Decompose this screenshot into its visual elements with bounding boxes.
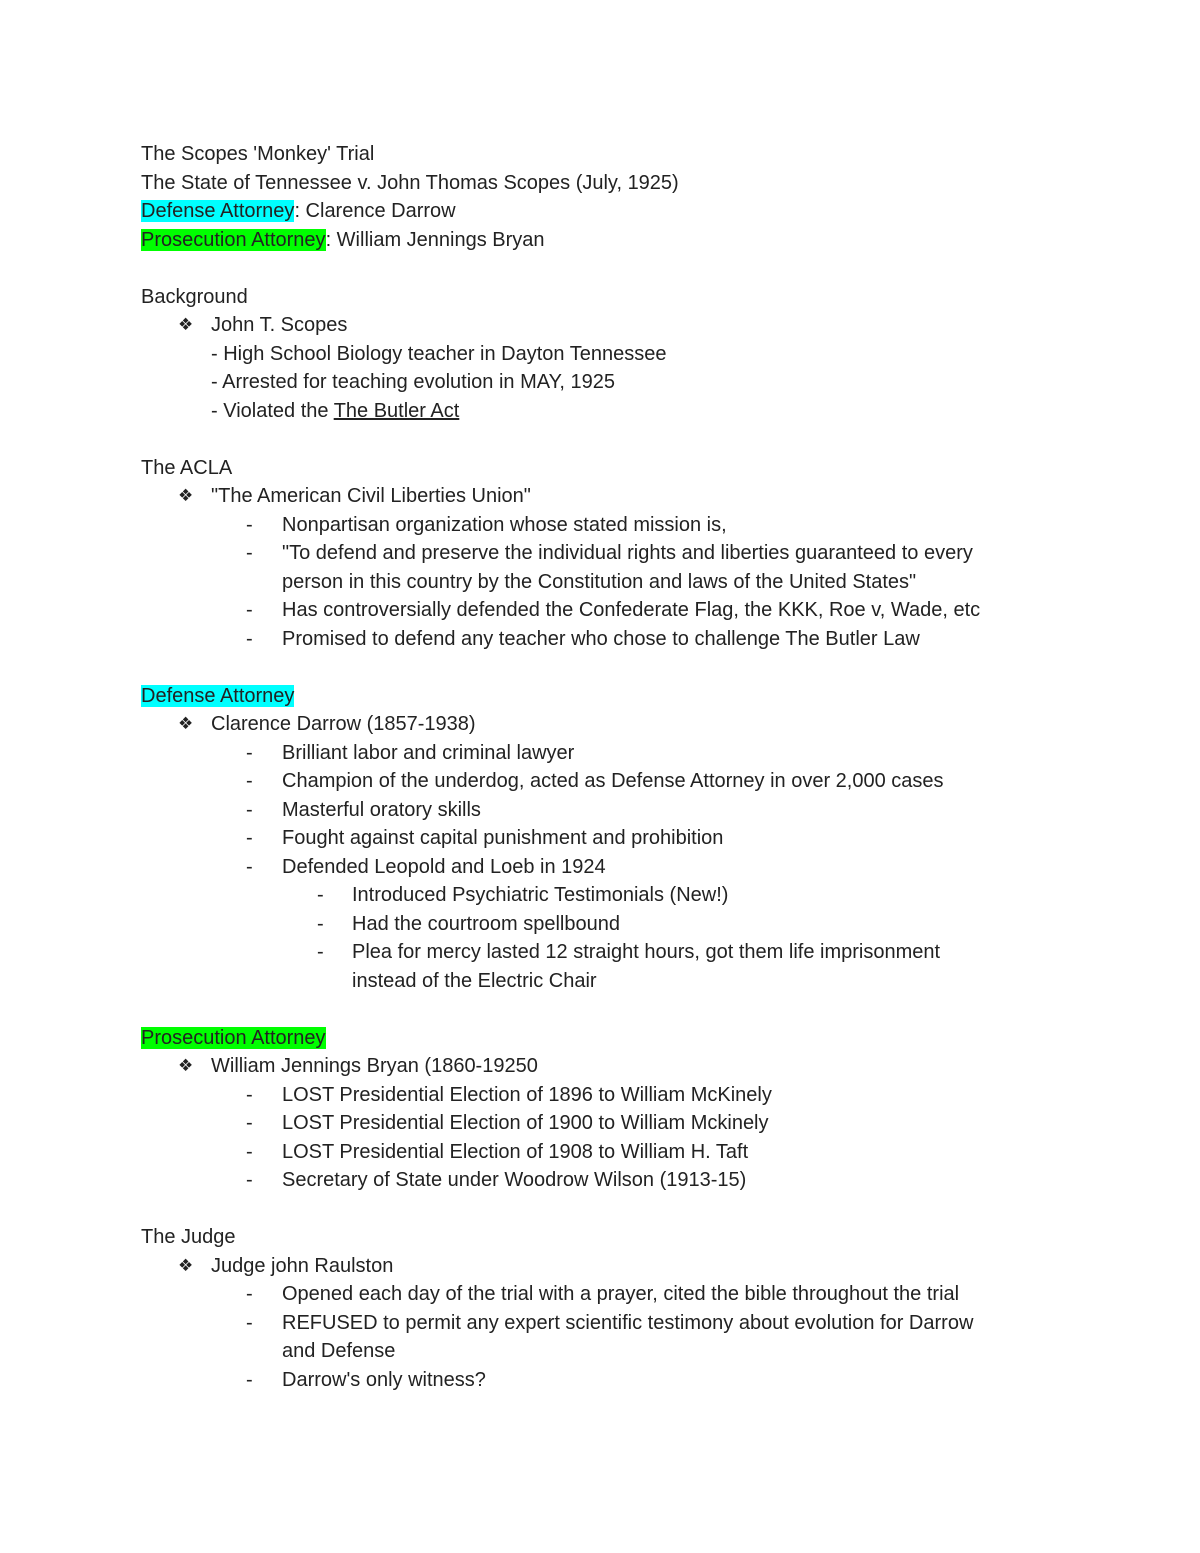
list-item-text: Brilliant labor and criminal lawyer xyxy=(282,741,575,764)
list-item-continuation xyxy=(141,568,1061,597)
diamond-bullet-icon: ❖ xyxy=(178,1255,194,1275)
list-item: - High School Biology teacher in Dayton Tennessee xyxy=(211,342,667,365)
list-item xyxy=(141,767,1061,796)
list-item-text: Opened each day of the trial with a prayer, cited the bible throughout the trial xyxy=(282,1283,960,1305)
list-item-text: Defended Leopold and Loeb in 1924 xyxy=(282,855,606,878)
spacer xyxy=(141,653,1061,682)
dash-bullet-icon: - xyxy=(246,1140,253,1163)
dash-bullet-icon: - xyxy=(246,1112,253,1134)
list-item xyxy=(141,1166,1061,1195)
dash-bullet-icon: - xyxy=(246,599,253,621)
spacer xyxy=(141,425,1061,454)
diamond-bullet-icon: ❖ xyxy=(178,315,194,334)
bullet-item xyxy=(141,1252,1061,1281)
list-item xyxy=(141,1109,1061,1138)
list-item xyxy=(141,511,1061,540)
list-item xyxy=(141,853,1061,882)
spacer xyxy=(141,995,1061,1024)
butler-act-link[interactable]: The Butler Act xyxy=(333,399,460,422)
dash-bullet-icon: - xyxy=(246,627,253,650)
list-item-text: Introduced Psychiatric Testimonials (New!) xyxy=(352,884,729,906)
list-item-continuation xyxy=(141,1337,1061,1366)
dash-bullet-icon: - xyxy=(317,884,324,906)
dash-bullet-icon: - xyxy=(246,770,253,792)
list-item-text: Promised to defend any teacher who chose to challenge The Butler Law xyxy=(282,627,920,650)
dash-bullet-icon: - xyxy=(246,542,253,564)
list-item: - Arrested for teaching evolution in MAY, 1925 xyxy=(211,371,615,393)
defense-line xyxy=(141,197,1061,226)
list-item xyxy=(141,1081,1061,1110)
list-item-text: Champion of the underdog, acted as Defense Attorney in over 2,000 cases xyxy=(282,770,944,792)
list-item xyxy=(141,1366,1061,1395)
list-item-text: Has controversially defended the Confederate Flag, the KKK, Roe v, Wade, etc xyxy=(282,599,981,621)
list-item-text: LOST Presidential Election of 1896 to William McKinely xyxy=(282,1083,772,1106)
list-item-text: Darrow's only witness? xyxy=(282,1368,486,1391)
bullet-item xyxy=(141,710,1061,739)
bullet-item xyxy=(141,482,1061,511)
sub-list-item xyxy=(141,910,1061,939)
bullet-item xyxy=(141,1052,1061,1081)
list-item-text: - Violated the xyxy=(211,399,334,422)
list-item xyxy=(141,824,1061,853)
prosecution-label-highlight: Prosecution Attorney xyxy=(141,228,326,251)
list-item-text: instead of the Electric Chair xyxy=(352,969,597,992)
defense-label-highlight: Defense Attorney xyxy=(141,200,295,222)
list-item-text: REFUSED to permit any expert scientific testimony about evolution for Darrow xyxy=(282,1311,974,1334)
defense-heading-highlight: Defense Attorney xyxy=(141,684,295,707)
doc-title: The Scopes 'Monkey' Trial xyxy=(141,143,375,165)
section-heading-background: Background xyxy=(141,285,248,308)
list-item xyxy=(141,1280,1061,1309)
dash-bullet-icon: - xyxy=(246,798,253,821)
bullet-text: John T. Scopes xyxy=(211,314,348,336)
prosecution-line xyxy=(141,226,1061,255)
dash-bullet-icon: - xyxy=(246,741,253,764)
dash-bullet-icon: - xyxy=(317,941,324,963)
dash-bullet-icon: - xyxy=(246,827,253,849)
list-item xyxy=(141,596,1061,625)
sub-list-item-continuation xyxy=(141,967,1061,996)
bullet-text: William Jennings Bryan (1860-19250 xyxy=(211,1055,538,1077)
list-item-text: Nonpartisan organization whose stated mission is, xyxy=(282,513,727,536)
list-item xyxy=(141,796,1061,825)
bullet-text: Clarence Darrow (1857-1938) xyxy=(211,713,476,735)
list-item xyxy=(141,397,1061,426)
section-heading-judge: The Judge xyxy=(141,1226,236,1248)
dash-bullet-icon: - xyxy=(246,1283,253,1305)
diamond-bullet-icon: ❖ xyxy=(178,1056,194,1075)
section-heading-acla: The ACLA xyxy=(141,456,233,479)
list-item-text: "To defend and preserve the individual rights and liberties guaranteed to every xyxy=(282,542,973,564)
prosecution-heading-highlight: Prosecution Attorney xyxy=(141,1026,326,1049)
list-item xyxy=(141,539,1061,568)
list-item-text: Had the courtroom spellbound xyxy=(352,912,620,935)
list-item xyxy=(141,625,1061,654)
dash-bullet-icon: - xyxy=(246,1311,253,1334)
dash-bullet-icon: - xyxy=(246,1368,253,1391)
bullet-item xyxy=(141,311,1061,340)
bullet-text: "The American Civil Liberties Union" xyxy=(211,485,531,507)
case-name: The State of Tennessee v. John Thomas Scopes (July, 1925) xyxy=(141,171,679,194)
list-item-text: and Defense xyxy=(282,1340,396,1362)
dash-bullet-icon: - xyxy=(246,1169,253,1191)
prosecution-value: : William Jennings Bryan xyxy=(325,228,545,251)
section-heading-defense xyxy=(141,682,1061,711)
list-item-text: person in this country by the Constitution and laws of the United States" xyxy=(282,570,917,593)
list-item-text: LOST Presidential Election of 1908 to William H. Taft xyxy=(282,1140,749,1163)
list-item-text: Plea for mercy lasted 12 straight hours, got them life imprisonment xyxy=(352,941,941,963)
diamond-bullet-icon: ❖ xyxy=(178,486,194,505)
spacer xyxy=(141,254,1061,283)
list-item-text: LOST Presidential Election of 1900 to William Mckinely xyxy=(282,1112,769,1134)
dash-bullet-icon: - xyxy=(317,912,324,935)
document-page xyxy=(141,140,1061,1394)
spacer xyxy=(141,1195,1061,1224)
defense-value: : Clarence Darrow xyxy=(294,200,456,222)
sub-list-item xyxy=(141,881,1061,910)
dash-bullet-icon: - xyxy=(246,855,253,878)
dash-bullet-icon: - xyxy=(246,1083,253,1106)
list-item xyxy=(141,1138,1061,1167)
list-item xyxy=(141,1309,1061,1338)
list-item-text: Fought against capital punishment and prohibition xyxy=(282,827,724,849)
list-item-text: Secretary of State under Woodrow Wilson (1913-15) xyxy=(282,1169,747,1191)
diamond-bullet-icon: ❖ xyxy=(178,714,194,733)
sub-list-item xyxy=(141,938,1061,967)
list-item-text: Masterful oratory skills xyxy=(282,798,481,821)
list-item xyxy=(141,739,1061,768)
bullet-text: Judge john Raulston xyxy=(211,1254,394,1277)
section-heading-prosecution xyxy=(141,1024,1061,1053)
dash-bullet-icon: - xyxy=(246,513,253,536)
